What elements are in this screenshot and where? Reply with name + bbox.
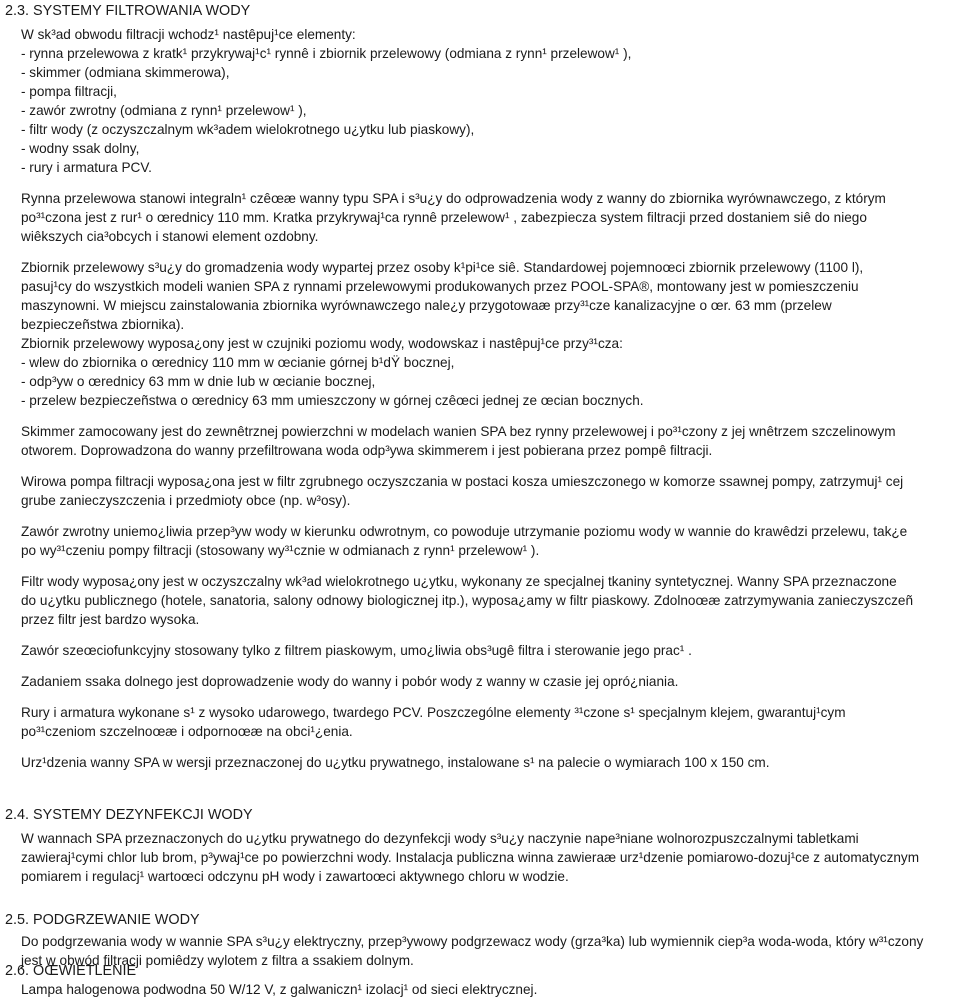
zbiornik-paragraph-line: maszynowni. W miejscu zainstalowania zbiornika wyrównawczego nale¿y przygotowaæ przy³¹cze kanalizacyjne o œr. 63 mm (przelew — [21, 298, 832, 313]
list-item: - pompa filtracji, — [21, 84, 117, 99]
list-item: - zawór zwrotny (odmiana z rynn¹ przelewow¹ ), — [21, 103, 307, 118]
zbiornik-paragraph-line: pasuj¹cy do wszystkich modeli wanien SPA z rynnami przelewowymi produkowanych przez POOL-SPA®, montowany jest w pomieszczeniu — [21, 279, 859, 294]
zbiornik-paragraph-line: - przelew bezpieczeñstwa o œrednicy 63 mm umieszczony w górnej czêœci jednej ze œcian bocznych. — [21, 393, 644, 408]
zawor-paragraph-line: po wy³¹czeniu pompy filtracji (stosowany wy³¹cznie w odmianach z rynn¹ przelewow¹ ). — [21, 543, 540, 558]
zawor-wielodrogowy-paragraph: Zawór szeœciofunkcyjny stosowany tylko z filtrem piaskowym, umo¿liwia obs³ugê filtra i sterowanie jego prac¹ . — [21, 643, 692, 658]
pompa-paragraph-line: grube zanieczyszczenia i przedmioty obce (np. w³osy). — [21, 493, 351, 508]
zbiornik-paragraph-line: Zbiornik przelewowy s³u¿y do gromadzenia wody wypartej przez osoby k¹pi¹ce siê. Standardowej pojemnoœci zbiornik przelewowy (1100 l), — [21, 260, 864, 275]
dezynfekcja-paragraph-line: zawieraj¹cymi chlor lub brom, p³ywaj¹ce po powierzchni wody. Instalacja publiczna winna zawieraæ urz¹dzenie pomiarowo-dozuj¹ce z automatycznym — [21, 850, 920, 865]
zbiornik-paragraph-line: - odp³yw o œrednicy 63 mm w dnie lub w œcianie bocznej, — [21, 374, 376, 389]
zawor-paragraph-line: Zawór zwrotny uniemo¿liwia przep³yw wody w kierunku odwrotnym, co powoduje utrzymanie poziomu wody w wannie do krawêdzi przelewu, tak¿e — [21, 524, 908, 539]
pompa-paragraph-line: Wirowa pompa filtracji wyposa¿ona jest w filtr zgrubnego oczyszczania w postaci kosza umieszczonego w komorze ssawnej pompy, zatrzymuj¹ cej — [21, 474, 904, 489]
zbiornik-paragraph-line: bezpieczeñstwa zbiornika). — [21, 317, 185, 332]
list-item: - wodny ssak dolny, — [21, 141, 140, 156]
dezynfekcja-paragraph-line: W wannach SPA przeznaczonych do u¿ytku prywatnego do dezynfekcji wody s³u¿y naczynie nape³niane wolnorozpuszczalnymi tabletkami — [21, 831, 859, 846]
oswietlenie-paragraph: Lampa halogenowa podwodna 50 W/12 V, z galwaniczn¹ izolacj¹ od sieci elektrycznej. — [21, 982, 538, 997]
podgrzewanie-paragraph-line: jest w obwód filtracji pomiêdzy wylotem z filtra a ssakiem dolnym. — [21, 953, 414, 968]
rynna-paragraph-line: Rynna przelewowa stanowi integraln¹ czêœæ wanny typu SPA i s³u¿y do odprowadzenia wody z wanny do zbiornika wyrównawczego, z którym — [21, 191, 886, 206]
zbiornik-paragraph-line: - wlew do zbiornika o œrednicy 110 mm w œcianie górnej b¹dŸ bocznej, — [21, 355, 455, 370]
dezynfekcja-paragraph-line: pomiarem i regulacj¹ wartoœci odczynu pH wody i zawartoœci aktywnego chloru w wodzie. — [21, 869, 569, 884]
filtr-paragraph-line: Filtr wody wyposa¿ony jest w oczyszczalny wk³ad wielokrotnego u¿ytku, wykonany ze specjalnej tkaniny syntetycznej. Wanny SPA przeznaczone — [21, 574, 897, 589]
skimmer-paragraph-line: otworem. Doprowadzona do wanny przefiltrowana woda odp³ywa skimmerem i jest pobierana przez pompê filtracji. — [21, 443, 713, 458]
podgrzewanie-paragraph-line: Do podgrzewania wody w wannie SPA s³u¿y elektryczny, przep³ywowy podgrzewacz wody (grza³ka) lub wymiennik ciep³a woda-woda, który w³¹czony — [21, 934, 924, 949]
rynna-paragraph-line: po³¹czona jest z rur¹ o œrednicy 110 mm. Kratka przykrywaj¹ca rynnê przelewow¹ , zabezpiecza system filtracji przed dostaniem siê do niego — [21, 210, 867, 225]
list-item: - rynna przelewowa z kratk¹ przykrywaj¹c¹ rynnê i zbiornik przelewowy (odmiana z rynn¹ przelewow¹ ), — [21, 46, 632, 61]
section-heading-2-3: 2.3. SYSTEMY FILTROWANIA WODY — [5, 3, 251, 19]
filtration-intro: W sk³ad obwodu filtracji wchodz¹ nastêpuj¹ce elementy: — [21, 27, 356, 42]
filtr-paragraph-line: do u¿ytku publicznego (hotele, sanatoria, salony odnowy biologicznej itp.), wyposa¿amy w filtr piaskowy. Zdolnoœæ zatrzymywania zanieczyszczeñ — [21, 593, 914, 608]
skimmer-paragraph-line: Skimmer zamocowany jest do zewnêtrznej powierzchni w modelach wanien SPA bez rynny przelewowej i po³¹czony z jej wnêtrzem szczelinowym — [21, 424, 896, 439]
ssak-paragraph: Zadaniem ssaka dolnego jest doprowadzenie wody do wanny i pobór wody z wanny w czasie jej opró¿niania. — [21, 674, 679, 689]
section-heading-2-4: 2.4. SYSTEMY DEZYNFEKCJI WODY — [5, 807, 253, 823]
list-item: - rury i armatura PCV. — [21, 160, 152, 175]
list-item: - filtr wody (z oczyszczalnym wk³adem wielokrotnego u¿ytku lub piaskowy), — [21, 122, 475, 137]
section-heading-2-5: 2.5. PODGRZEWANIE WODY — [5, 912, 200, 928]
rynna-paragraph-line: wiêkszych cia³obcych i stanowi element ozdobny. — [21, 229, 319, 244]
section-heading-2-6: 2.6. OŒWIETLENIE — [5, 963, 137, 979]
filtr-paragraph-line: przez filtr jest bardzo wysoka. — [21, 612, 200, 627]
urzadzenia-paragraph: Urz¹dzenia wanny SPA w wersji przeznaczonej do u¿ytku prywatnego, instalowane s¹ na palecie o wymiarach 100 x 150 cm. — [21, 755, 770, 770]
list-item: - skimmer (odmiana skimmerowa), — [21, 65, 230, 80]
rury-paragraph-line: po³¹czeniom szczelnoœæ i odpornoœæ na obci¹¿enia. — [21, 724, 353, 739]
rury-paragraph-line: Rury i armatura wykonane s¹ z wysoko udarowego, twardego PCV. Poszczególne elementy ³¹czone s¹ specjalnym klejem, gwarantuj¹cym — [21, 705, 846, 720]
zbiornik-paragraph-line: Zbiornik przelewowy wyposa¿ony jest w czujniki poziomu wody, wodowskaz i nastêpuj¹ce przy³¹cza: — [21, 336, 623, 351]
